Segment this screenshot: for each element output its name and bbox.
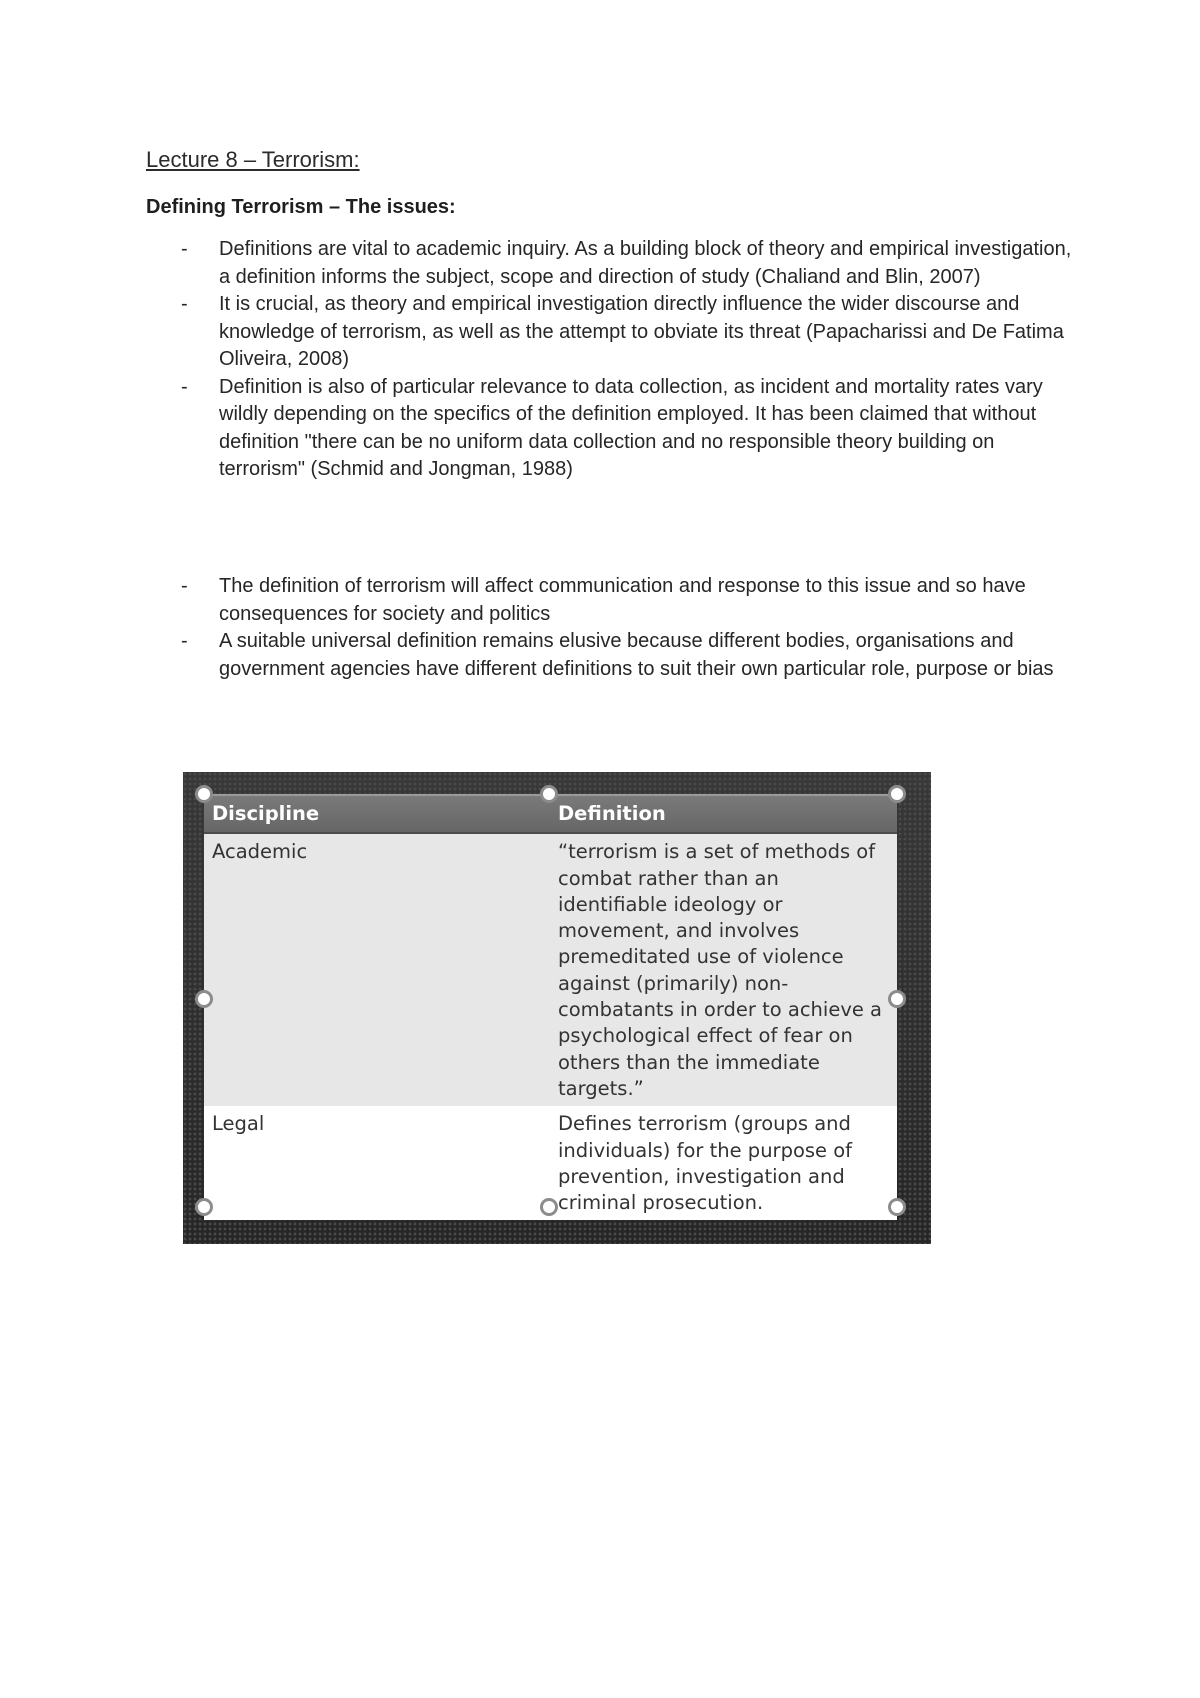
- resize-handle-top-right[interactable]: [888, 785, 906, 803]
- bullet-item: [146, 236, 1076, 291]
- bullet-item: [146, 374, 1076, 484]
- resize-handle-bottom-center[interactable]: [540, 1198, 558, 1216]
- resize-handle-bottom-right[interactable]: [888, 1198, 906, 1216]
- header-discipline: Discipline: [204, 795, 550, 833]
- header-definition: Definition: [550, 795, 897, 833]
- bullet-item: [146, 573, 1076, 628]
- bullet-dash: -: [181, 375, 188, 398]
- bullet-list-issues: [146, 236, 1076, 484]
- bullet-text: Definition is also of particular relevance to data collection, as incident and mortality rates vary wildly depending on the specifics of the definition employed. It has been claimed that without definition "there can be no uniform data collection and no responsible theory building on terrorism" (Schmid and Jongman, 1988): [219, 375, 1043, 480]
- resize-handle-middle-left[interactable]: [195, 990, 213, 1008]
- bullet-dash: -: [181, 630, 188, 652]
- bullet-text: The definition of terrorism will affect communication and response to this issue and so have consequences for society and politics: [219, 575, 1026, 625]
- bullet-dash: -: [181, 575, 188, 597]
- bullet-text: It is crucial, as theory and empirical investigation directly influence the wider discourse and knowledge of terrorism, as well as the attempt to obviate its threat (Papacharissi and De Fatima Oliveira, 2008): [219, 293, 1064, 370]
- cell-definition: Defines terrorism (groups and individuals) for the purpose of prevention, investigation and criminal prosecution.: [550, 1106, 897, 1220]
- bullet-dash: -: [181, 293, 188, 315]
- bullet-item: [146, 291, 1076, 374]
- document-title: Lecture 8 – Terrorism:: [146, 147, 360, 172]
- resize-handle-middle-right[interactable]: [888, 990, 906, 1008]
- cell-discipline: Academic: [204, 833, 550, 1106]
- cell-definition: “terrorism is a set of methods of combat rather than an identifiable ideology or movement, and involves premeditated use of violence against (primarily) non-combatants in order to achieve a psychological effect of fear on others than the immediate targets.”: [550, 833, 897, 1106]
- resize-handle-bottom-left[interactable]: [195, 1198, 213, 1216]
- section-heading: Defining Terrorism – The issues:: [146, 196, 456, 218]
- embedded-slide-image[interactable]: [183, 772, 931, 1244]
- cell-discipline: Legal: [204, 1106, 550, 1220]
- definitions-table: [204, 794, 897, 1220]
- table-row: [204, 833, 897, 1106]
- bullet-text: A suitable universal definition remains elusive because different bodies, organisations and government agencies have different definitions to suit their own particular role, purpose or bias: [219, 630, 1054, 680]
- resize-handle-top-left[interactable]: [195, 785, 213, 803]
- bullet-item: [146, 628, 1076, 683]
- resize-handle-top-center[interactable]: [540, 785, 558, 803]
- bullet-text: Definitions are vital to academic inquiry. As a building block of theory and empirical investigation, a definition informs the subject, scope and direction of study (Chaliand and Blin, 2007): [219, 238, 1072, 288]
- bullet-dash: -: [181, 238, 188, 260]
- bullet-list-consequences: [146, 573, 1076, 683]
